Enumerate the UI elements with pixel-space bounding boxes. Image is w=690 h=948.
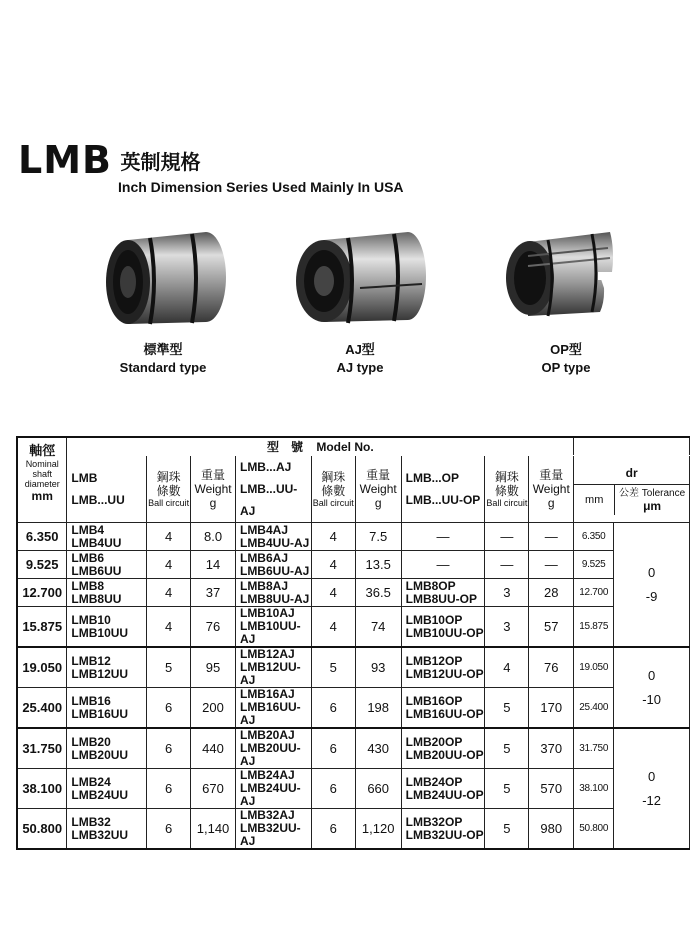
aj-weight-cell: 36.5 (355, 579, 401, 607)
op-model-name: LMB24OP (405, 774, 463, 789)
model-uu-name: LMB16UU (71, 706, 129, 721)
balls-col-header-3 (485, 456, 529, 523)
lmb-col-header (67, 456, 147, 523)
aj-model-name: LMB16AJ (239, 687, 295, 701)
table-row (17, 769, 690, 809)
dr-cell: 6.350 (574, 523, 614, 551)
op-model-cell (401, 728, 485, 769)
weight-cell: 200 (191, 688, 236, 729)
op-balls-cell: — (485, 523, 529, 551)
op-weight-cell: 570 (529, 769, 574, 809)
op-model-cell (401, 607, 485, 648)
table-row (17, 579, 690, 607)
aj-col-header (235, 456, 311, 523)
balls-col-header-1 (147, 456, 191, 523)
aj-model-cell (235, 647, 311, 688)
aj-balls-cell: 5 (311, 647, 355, 688)
shaft-cell: 19.050 (17, 647, 67, 688)
standard-bearing-image (98, 226, 228, 330)
page-title (18, 138, 200, 182)
aj-weight-cell: 660 (355, 769, 401, 809)
aj-model-name: LMB10AJ (239, 606, 295, 620)
balls-en-3: Ball circuit (486, 498, 528, 508)
op-balls-cell: 5 (485, 688, 529, 729)
balls-col-header-2 (311, 456, 355, 523)
op-model-name: LMB20OP (405, 734, 463, 749)
op-model-cell (401, 688, 485, 729)
shaft-cell: 38.100 (17, 769, 67, 809)
aj-balls-cell: 6 (311, 688, 355, 729)
model-name: LMB24 (71, 774, 111, 789)
aj-weight-cell: 7.5 (355, 523, 401, 551)
op-balls-cell: 3 (485, 607, 529, 648)
tolerance-cell (614, 523, 690, 648)
tolerance-header (615, 485, 689, 515)
model-name: LMB32 (71, 814, 111, 829)
standard-type-en: Standard type (119, 360, 207, 375)
aj-type-caption (300, 341, 420, 377)
tolerance-lower: -9 (645, 588, 658, 604)
shaft-cell: 50.800 (17, 809, 67, 850)
shaft-header-en: Nominal shaft diameter (24, 459, 60, 489)
aj-balls-cell: 4 (311, 579, 355, 607)
shaft-header-cn: 軸徑 (29, 443, 56, 458)
model-header (67, 437, 574, 456)
dr-subheader (574, 485, 689, 515)
dr-top-spacer (574, 437, 690, 456)
shaft-cell: 9.525 (17, 551, 67, 579)
aj-uu-model-name: LMB4UU-AJ (239, 535, 310, 550)
weight-cn-3: 重量 (539, 468, 564, 482)
aj-uu-model-name: LMB8UU-AJ (239, 591, 310, 606)
aj-model-cell (235, 551, 311, 579)
aj-model-cell (235, 769, 311, 809)
aj-weight-cell: 1,120 (355, 809, 401, 850)
op-weight-cell: 76 (529, 647, 574, 688)
op-model-name: LMB12OP (405, 653, 463, 668)
table-row (17, 688, 690, 729)
shaft-cell: 31.750 (17, 728, 67, 769)
lmbuu-col-label: LMB...UU (71, 493, 125, 507)
shaft-cell: 15.875 (17, 607, 67, 648)
weight-en-1: Weight (194, 482, 232, 496)
op-model-cell (401, 579, 485, 607)
aj-model-name: LMB32AJ (239, 808, 295, 822)
opuu-col-label: LMB...UU-OP (405, 493, 481, 507)
model-uu-name: LMB12UU (71, 666, 129, 681)
dr-mm-label: mm (574, 485, 615, 515)
balls-cell: 4 (147, 523, 191, 551)
model-uu-name: LMB8UU (71, 591, 122, 606)
balls-en-1: Ball circuit (148, 498, 190, 508)
aj-col-label: LMB...AJ (239, 460, 292, 474)
balls-cell: 5 (147, 647, 191, 688)
balls-cell: 6 (147, 688, 191, 729)
aj-uu-model-name: LMB32UU-AJ (239, 821, 301, 848)
model-uu-name: LMB4UU (71, 535, 122, 550)
dr-cell: 19.050 (574, 647, 614, 688)
shaft-cell: 25.400 (17, 688, 67, 729)
op-balls-cell: 5 (485, 728, 529, 769)
op-uu-model-name: LMB12UU-OP (405, 666, 484, 681)
model-name: LMB20 (71, 734, 111, 749)
weight-cell: 1,140 (191, 809, 236, 850)
aj-balls-cell: 6 (311, 728, 355, 769)
op-type-cn: OP型 (550, 342, 582, 357)
weight-cell: 14 (191, 551, 236, 579)
weight-unit-3: g (547, 496, 555, 510)
op-type-en: OP type (541, 360, 591, 375)
lmb-model-cell (67, 809, 147, 850)
op-model-name: — (436, 557, 450, 572)
aj-type-cn: AJ型 (345, 342, 375, 357)
op-weight-cell: 170 (529, 688, 574, 729)
aj-balls-cell: 4 (311, 607, 355, 648)
op-weight-cell: — (529, 523, 574, 551)
model-uu-name: LMB32UU (71, 827, 129, 842)
aj-balls-cell: 4 (311, 523, 355, 551)
dr-label: dr (574, 464, 689, 485)
weight-unit-1: g (209, 496, 217, 510)
model-name: LMB8 (71, 578, 105, 593)
dr-cell: 38.100 (574, 769, 614, 809)
op-uu-model-name: LMB10UU-OP (405, 625, 484, 640)
op-balls-cell: 3 (485, 579, 529, 607)
weight-col-header-1 (191, 456, 236, 523)
shaft-header (17, 437, 67, 523)
shaft-cell: 12.700 (17, 579, 67, 607)
aj-model-cell (235, 688, 311, 729)
op-model-cell (401, 551, 485, 579)
tolerance-lower: -12 (642, 792, 661, 808)
weight-col-header-3 (529, 456, 574, 523)
shaft-header-unit: mm (31, 489, 53, 503)
aj-model-name: LMB20AJ (239, 728, 295, 742)
dr-cell: 15.875 (574, 607, 614, 648)
tolerance-label: 公差 Tolerance (619, 487, 686, 499)
model-name: LMB12 (71, 653, 111, 668)
op-bearing-image (500, 228, 634, 320)
weight-en-3: Weight (532, 482, 570, 496)
weight-en-2: Weight (359, 482, 397, 496)
lmb-model-cell (67, 647, 147, 688)
weight-cell: 440 (191, 728, 236, 769)
aj-balls-cell: 4 (311, 551, 355, 579)
dr-cell: 25.400 (574, 688, 614, 729)
model-uu-name: LMB20UU (71, 747, 129, 762)
table-row (17, 728, 690, 769)
weight-cell: 37 (191, 579, 236, 607)
op-model-cell (401, 647, 485, 688)
aj-model-cell (235, 809, 311, 850)
aj-balls-cell: 6 (311, 769, 355, 809)
balls-cell: 4 (147, 579, 191, 607)
aj-model-cell (235, 523, 311, 551)
op-model-name: LMB8OP (405, 578, 456, 593)
op-model-cell (401, 523, 485, 551)
op-weight-cell: — (529, 551, 574, 579)
model-uu-name: LMB24UU (71, 787, 129, 802)
dr-cell: 12.700 (574, 579, 614, 607)
op-uu-model-name: LMB24UU-OP (405, 787, 484, 802)
aj-uu-model-name: LMB10UU-AJ (239, 619, 301, 646)
weight-cn-1: 重量 (201, 468, 226, 482)
table-row (17, 523, 690, 551)
aj-uu-model-name: LMB6UU-AJ (239, 563, 310, 578)
op-model-cell (401, 769, 485, 809)
standard-type-caption (98, 341, 228, 377)
dr-cell: 50.800 (574, 809, 614, 850)
tolerance-lower: -10 (642, 691, 661, 707)
model-uu-name: LMB6UU (71, 563, 122, 578)
model-name: LMB10 (71, 612, 111, 627)
model-uu-name: LMB10UU (71, 625, 129, 640)
balls-cell: 4 (147, 551, 191, 579)
op-uu-model-name: LMB16UU-OP (405, 706, 484, 721)
shaft-cell: 6.350 (17, 523, 67, 551)
model-header-en: Model No. (316, 440, 374, 454)
balls-cell: 6 (147, 728, 191, 769)
tolerance-unit: μm (643, 498, 662, 513)
op-uu-model-name: LMB20UU-OP (405, 747, 484, 762)
op-col-header (401, 456, 485, 523)
lmb-col-label: LMB (71, 471, 98, 485)
balls-cn-3: 鋼珠條數 (494, 470, 519, 498)
aj-weight-cell: 430 (355, 728, 401, 769)
op-weight-cell: 370 (529, 728, 574, 769)
op-type-caption (506, 341, 626, 377)
tolerance-cell (614, 728, 690, 849)
balls-cell: 4 (147, 607, 191, 648)
op-balls-cell: — (485, 551, 529, 579)
op-model-name: LMB16OP (405, 693, 463, 708)
op-balls-cell: 5 (485, 769, 529, 809)
tolerance-upper: 0 (647, 564, 656, 580)
aj-weight-cell: 13.5 (355, 551, 401, 579)
lmb-model-cell (67, 728, 147, 769)
op-model-name: LMB32OP (405, 814, 463, 829)
table-row (17, 647, 690, 688)
table-row (17, 809, 690, 850)
op-weight-cell: 57 (529, 607, 574, 648)
op-col-label: LMB...OP (405, 471, 459, 485)
spec-table (16, 436, 690, 850)
page-subtitle: Inch Dimension Series Used Mainly In USA (118, 179, 404, 195)
aj-model-name: LMB8AJ (239, 578, 288, 593)
op-weight-cell: 28 (529, 579, 574, 607)
dr-cell: 31.750 (574, 728, 614, 769)
table-row (17, 607, 690, 648)
series-code: LMB (18, 138, 112, 182)
lmb-model-cell (67, 551, 147, 579)
op-balls-cell: 5 (485, 809, 529, 850)
balls-cn-1: 鋼珠條數 (156, 470, 181, 498)
weight-unit-2: g (374, 496, 382, 510)
aj-model-name: LMB24AJ (239, 768, 295, 782)
model-name: LMB16 (71, 693, 111, 708)
weight-cn-2: 重量 (366, 468, 391, 482)
op-balls-cell: 4 (485, 647, 529, 688)
aj-uu-model-name: LMB24UU-AJ (239, 781, 301, 808)
aj-uu-model-name: LMB16UU-AJ (239, 700, 301, 727)
op-uu-model-name: LMB8UU-OP (405, 591, 477, 606)
weight-cell: 76 (191, 607, 236, 648)
lmb-model-cell (67, 579, 147, 607)
weight-col-header-2 (355, 456, 401, 523)
series-title-cn: 英制規格 (120, 149, 201, 174)
model-name: LMB4 (71, 522, 105, 537)
lmb-model-cell (67, 607, 147, 648)
dr-header (574, 456, 690, 523)
aj-uu-model-name: LMB20UU-AJ (239, 741, 301, 768)
lmb-model-cell (67, 769, 147, 809)
balls-cell: 6 (147, 769, 191, 809)
ajuu-col-label: LMB...UU-AJ (239, 482, 298, 518)
aj-weight-cell: 198 (355, 688, 401, 729)
weight-cell: 95 (191, 647, 236, 688)
aj-bearing-image (290, 228, 430, 328)
tolerance-upper: 0 (647, 768, 656, 784)
aj-weight-cell: 93 (355, 647, 401, 688)
model-name: LMB6 (71, 550, 105, 565)
aj-model-name: LMB12AJ (239, 647, 295, 661)
balls-cell: 6 (147, 809, 191, 850)
aj-balls-cell: 6 (311, 809, 355, 850)
dr-cell: 9.525 (574, 551, 614, 579)
standard-type-cn: 標準型 (143, 342, 183, 357)
tolerance-cell (614, 647, 690, 728)
aj-weight-cell: 74 (355, 607, 401, 648)
weight-cell: 670 (191, 769, 236, 809)
op-uu-model-name: LMB32UU-OP (405, 827, 484, 842)
op-model-name: LMB10OP (405, 612, 463, 627)
lmb-model-cell (67, 688, 147, 729)
balls-en-2: Ball circuit (312, 498, 354, 508)
weight-cell: 8.0 (191, 523, 236, 551)
aj-model-cell (235, 579, 311, 607)
op-model-cell (401, 809, 485, 850)
model-header-cn: 型 號 (266, 440, 303, 454)
lmb-model-cell (67, 523, 147, 551)
aj-model-name: LMB6AJ (239, 550, 288, 565)
op-model-name: — (436, 529, 450, 544)
aj-model-cell (235, 728, 311, 769)
balls-cn-2: 鋼珠條數 (321, 470, 346, 498)
aj-uu-model-name: LMB12UU-AJ (239, 660, 301, 687)
aj-model-cell (235, 607, 311, 648)
tolerance-upper: 0 (647, 667, 656, 683)
aj-model-name: LMB4AJ (239, 522, 288, 537)
aj-type-en: AJ type (336, 360, 384, 375)
op-weight-cell: 980 (529, 809, 574, 850)
table-row (17, 551, 690, 579)
